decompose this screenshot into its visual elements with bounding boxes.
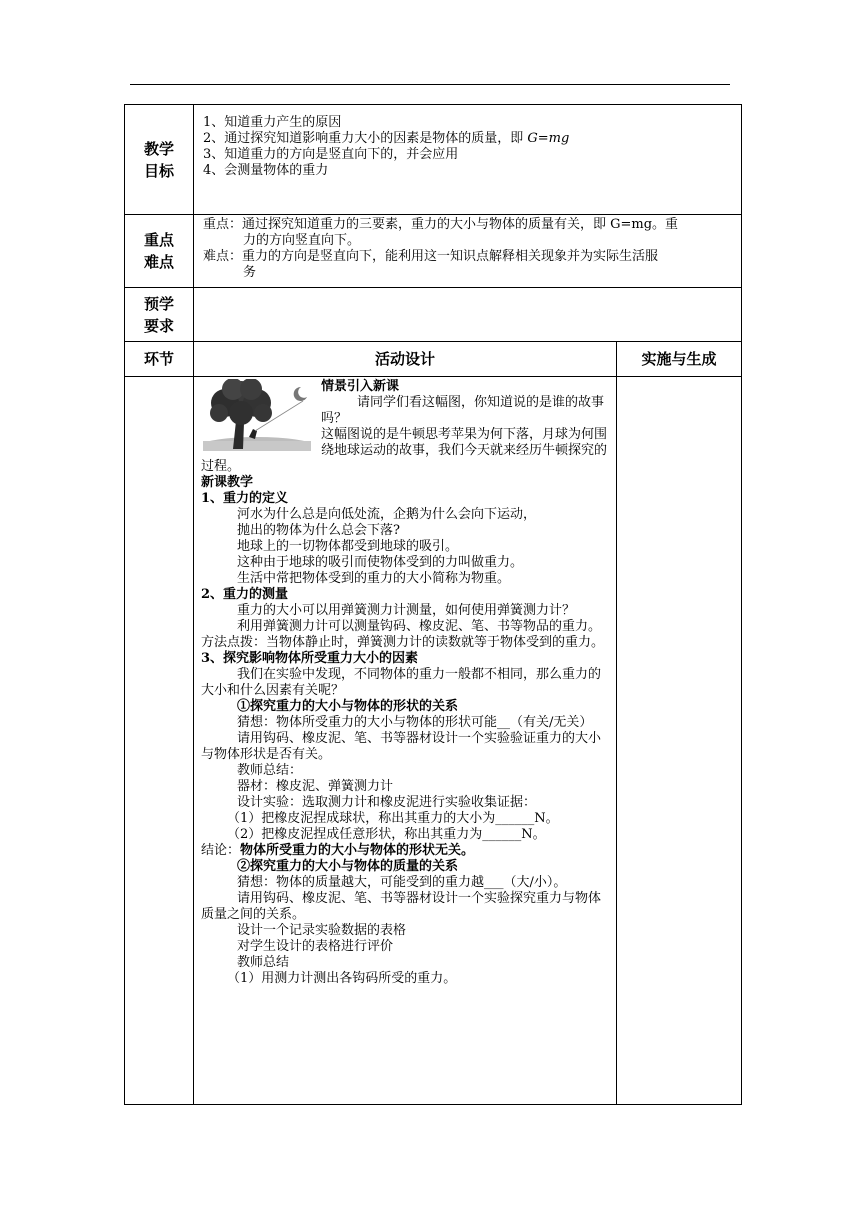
col-header-stage: 环节	[125, 342, 194, 377]
goals-content	[194, 105, 742, 215]
new-lesson-title: 新课教学	[201, 475, 254, 490]
s3-b-eval: 对学生设计的表格进行评价	[237, 939, 394, 954]
prep-row	[125, 288, 742, 342]
s1-text: 生活中常把物体受到的重力的大小简称为物重。	[237, 571, 511, 586]
s3-b-design: 请用钩码、橡皮泥、笔、书等器材设计一个实验探究重力与物体质量之间的关系。	[201, 891, 602, 922]
intro-text-1: 请同学们看这幅图，你知道说的是谁的故事吗？	[321, 395, 605, 426]
col-header-implementation: 实施与生成	[617, 342, 742, 377]
section-1-title: 1、重力的定义	[201, 491, 289, 506]
s3-a-conclusion: 结论：物体所受重力的大小与物体的形状无关。	[201, 843, 475, 858]
s2-text: 重力的大小可以用弹簧测力计测量，如何使用弹簧测力计？	[237, 603, 576, 618]
s3-a-design: 请用钩码、橡皮泥、笔、书等器材设计一个实验验证重力的大小与物体形状是否有关。	[201, 731, 602, 762]
goals-row	[125, 105, 742, 215]
s3-b-table: 设计一个记录实验数据的表格	[237, 923, 407, 938]
s1-text: 地球上的一切物体都受到地球的吸引。	[237, 539, 459, 554]
newton-tree-illustration	[203, 379, 311, 451]
s3-a-tools: 器材：橡皮泥、弹簧测力计	[237, 779, 394, 794]
section-3-title: 3、探究影响物体所受重力大小的因素	[201, 651, 419, 666]
s1-text: 河水为什么总是向低处流，企鹅为什么会向下运动，	[237, 507, 537, 522]
activity-row	[125, 377, 742, 1105]
header-row	[125, 342, 742, 377]
section-2-title: 2、重力的测量	[201, 587, 289, 602]
col-header-activity: 活动设计	[194, 342, 617, 377]
intro-text-2: 这幅图说的是牛顿思考苹果为何下落，月球为何围绕地球运动的故事，我们今天就来经历牛顿探究的过程。	[201, 427, 608, 474]
difficulty-cont: 务	[243, 265, 257, 280]
prep-content	[194, 288, 742, 342]
s3-b-guess: 猜想：物体的质量越大，可能受到的重力越___（大/小）。	[237, 875, 567, 890]
s3-b-step: （1）用测力计测出各钩码所受的重力。	[227, 971, 457, 986]
s3-a-title: ①探究重力的大小与物体的形状的关系	[237, 699, 459, 714]
implementation-cell	[617, 377, 742, 1105]
s3-a-teacher: 教师总结：	[237, 763, 303, 778]
s3-a-exp: 设计实验：选取测力计和橡皮泥进行实验收集证据：	[237, 795, 537, 810]
difficulty: 难点：重力的方向是竖直向下，能利用这一知识点解释相关现象并为实际生活服	[203, 249, 659, 264]
formula: G=mg	[527, 131, 570, 146]
s3-b-teacher: 教师总结	[237, 955, 290, 970]
goal-item: 3、知道重力的方向是竖直向下的，并会应用	[203, 147, 459, 162]
s3-b-title: ②探究重力的大小与物体的质量的关系	[237, 859, 459, 874]
goal-item: 1、知道重力产生的原因	[203, 115, 342, 130]
activity-cell	[194, 377, 617, 1105]
s3-text: 我们在实验中发现，不同物体的重力一般都不相同，那么重力的大小和什么因素有关呢？	[201, 667, 602, 698]
lesson-plan-table	[124, 104, 742, 1105]
prep-label: 预学 要求	[125, 288, 194, 342]
s3-a-step: （2）把橡皮泥捏成任意形状，称出其重力为______N。	[227, 827, 546, 842]
key-point: 重点：通过探究知道重力的三要素，重力的大小与物体的质量有关，即 G=mg。重	[203, 217, 679, 232]
s3-a-step: （1）把橡皮泥捏成球状，称出其重力的大小为______N。	[227, 811, 559, 826]
key-content	[194, 215, 742, 288]
s1-text: 抛出的物体为什么总会下落?	[237, 523, 400, 538]
key-label: 重点 难点	[125, 215, 194, 288]
intro-title: 情景引入新课	[321, 379, 400, 394]
header-rule	[130, 84, 730, 85]
key-point-cont: 力的方向竖直向下。	[243, 233, 361, 248]
goal-item: 4、会测量物体的重力	[203, 163, 329, 178]
key-row	[125, 215, 742, 288]
goal-item: 2、通过探究知道影响重力大小的因素是物体的质量，即 G=mg	[203, 131, 570, 146]
goals-label: 教学 目标	[125, 105, 194, 215]
stage-cell	[125, 377, 194, 1105]
s1-text: 这种由于地球的吸引而使物体受到的力叫做重力。	[237, 555, 524, 570]
s3-a-guess: 猜想：物体所受重力的大小与物体的形状可能__（有关/无关）	[237, 715, 593, 730]
s2-tip: 方法点拨：当物体静止时，弹簧测力计的读数就等于物体受到的重力。	[201, 635, 605, 650]
s2-text: 利用弹簧测力计可以测量钩码、橡皮泥、笔、书等物品的重力。	[237, 619, 602, 634]
